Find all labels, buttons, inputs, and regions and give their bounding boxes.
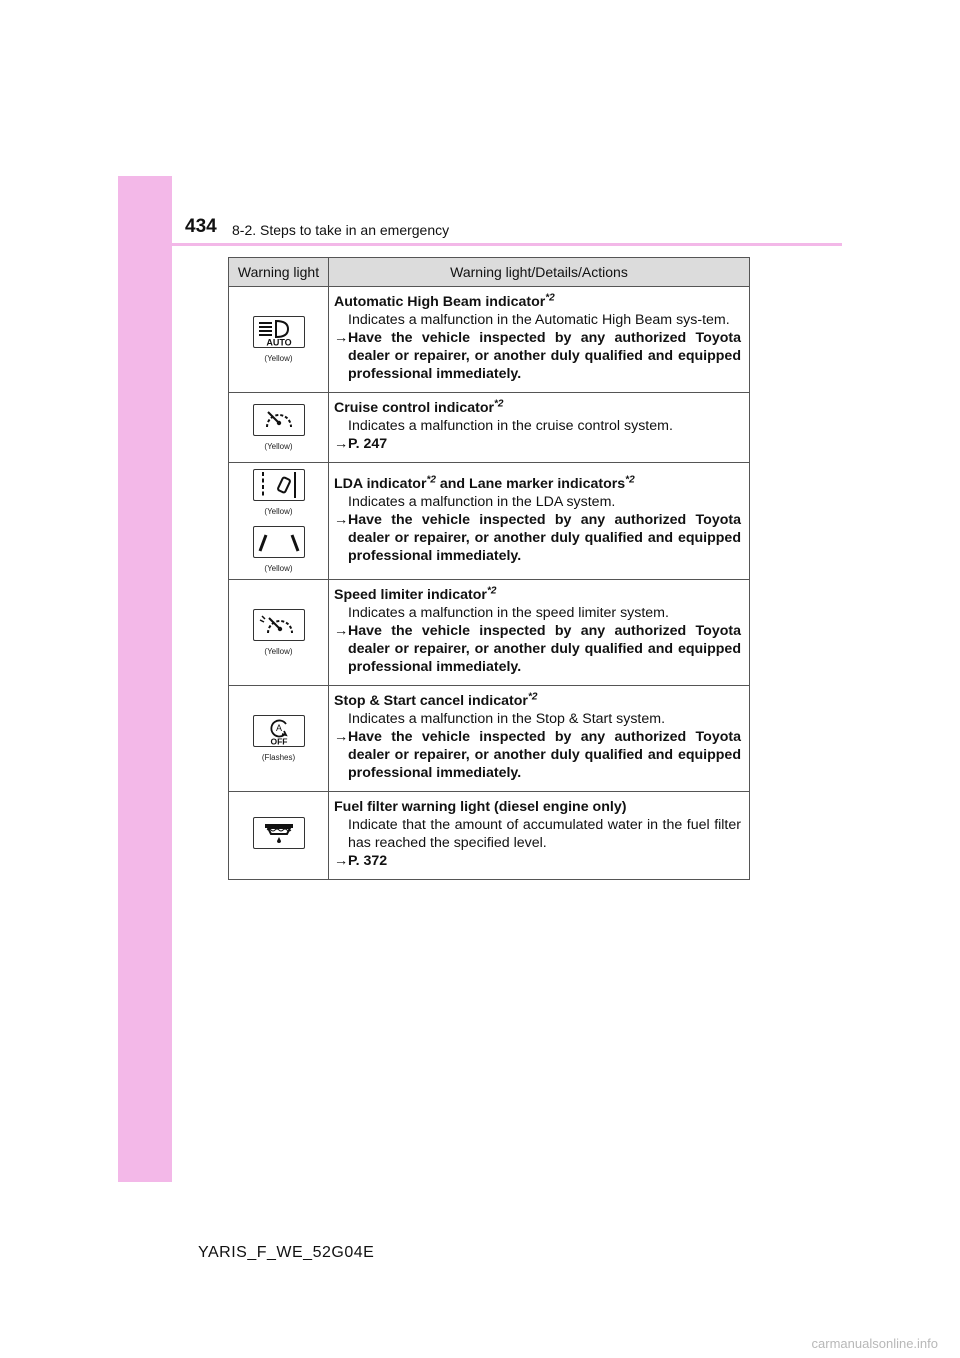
warning-light-cell [229,393,329,463]
warning-light-cell [229,463,329,580]
svg-text:A: A [275,723,282,733]
indicator-title: LDA indicator$^{*2}$ and Lane marker indicators$^{*2}$ [334,473,635,492]
column-header-warning-light: Warning light [229,258,329,287]
details-cell [329,580,750,686]
fuel-filter-icon [253,817,305,849]
icon-caption: (Yellow) [264,507,293,516]
warning-light-cell [229,686,329,792]
table-row [229,580,750,686]
indicator-description: Indicates a malfunction in the cruise control system. [348,418,673,434]
details-cell [329,287,750,393]
indicator-description: Indicates a malfunction in the speed limiter system. [348,605,669,621]
details-cell [329,463,750,580]
table-row [229,463,750,580]
arrow-icon: → [334,853,349,869]
column-header-details: Warning light/Details/Actions [329,258,750,287]
section-title: 8-2. Steps to take in an emergency [232,222,450,238]
indicator-description: Indicates a malfunction in the Stop & Start system. [348,711,666,727]
page-number: 434 [185,216,217,237]
page-reference-link[interactable]: → P. 372 [334,853,388,869]
speed-limiter-icon [253,609,305,641]
table-header-row [229,258,750,287]
indicator-action: → Have the vehicle inspected by any authorized Toyota dealer or repairer, or another duly qualified and equipped professional immediately. [334,623,741,675]
svg-text:OFF: OFF [270,736,287,746]
stop-start-cancel-icon [253,715,305,747]
icon-caption: (Yellow) [264,354,293,363]
lane-marker-icon [253,526,305,558]
arrow-icon: → [334,729,349,745]
indicator-title: Fuel filter warning light (diesel engine only) [334,799,627,815]
watermark: carmanualsonline.info [811,1336,938,1351]
table-row [229,287,750,393]
document-code: YARIS_F_WE_52G04E [198,1244,375,1261]
header-rule [172,243,842,246]
indicator-title: Stop & Start cancel indicator$^{*2}$ [334,691,538,709]
icon-caption: (Yellow) [264,647,293,656]
arrow-icon: → [334,330,349,346]
warning-light-cell [229,580,329,686]
indicator-description: Indicate that the amount of accumulated water in the fuel filter has reached the specified level. [348,817,741,851]
indicator-action: → Have the vehicle inspected by any authorized Toyota dealer or repairer, or another duly qualified and equipped professional immediately. [334,511,741,564]
cruise-control-icon [253,404,305,436]
indicator-action: → Have the vehicle inspected by any authorized Toyota dealer or repairer, or another duly qualified and equipped professional immediately. [334,330,741,382]
icon-caption: (Yellow) [264,442,293,451]
page-reference-link[interactable]: → P. 247 [334,436,388,452]
details-cell [329,393,750,463]
table-row [229,792,750,880]
arrow-icon: → [334,511,349,528]
side-tab-band [118,176,172,1182]
icon-caption: (Yellow) [264,564,293,573]
table-row [229,686,750,792]
table-row [229,393,750,463]
svg-text:AUTO: AUTO [265,337,292,347]
indicator-title: Speed limiter indicator$^{*2}$ [334,585,497,603]
arrow-icon: → [334,436,349,452]
arrow-icon: → [334,623,349,639]
indicator-action: → Have the vehicle inspected by any authorized Toyota dealer or repairer, or another duly qualified and equipped professional immediately. [334,729,741,781]
warning-light-cell [229,792,329,880]
indicator-description: Indicates a malfunction in the LDA system. [348,493,616,510]
warning-light-table [228,257,750,880]
indicator-title: Cruise control indicator$^{*2}$ [334,398,504,416]
details-cell [329,792,750,880]
warning-light-cell [229,287,329,393]
lda-icon [253,469,305,501]
indicator-title: Automatic High Beam indicator$^{*2}$ [334,292,555,310]
indicator-description: Indicates a malfunction in the Automatic High Beam sys-tem. [348,312,730,328]
details-cell [329,686,750,792]
automatic-high-beam-icon [253,316,305,348]
icon-caption: (Flashes) [261,753,296,762]
